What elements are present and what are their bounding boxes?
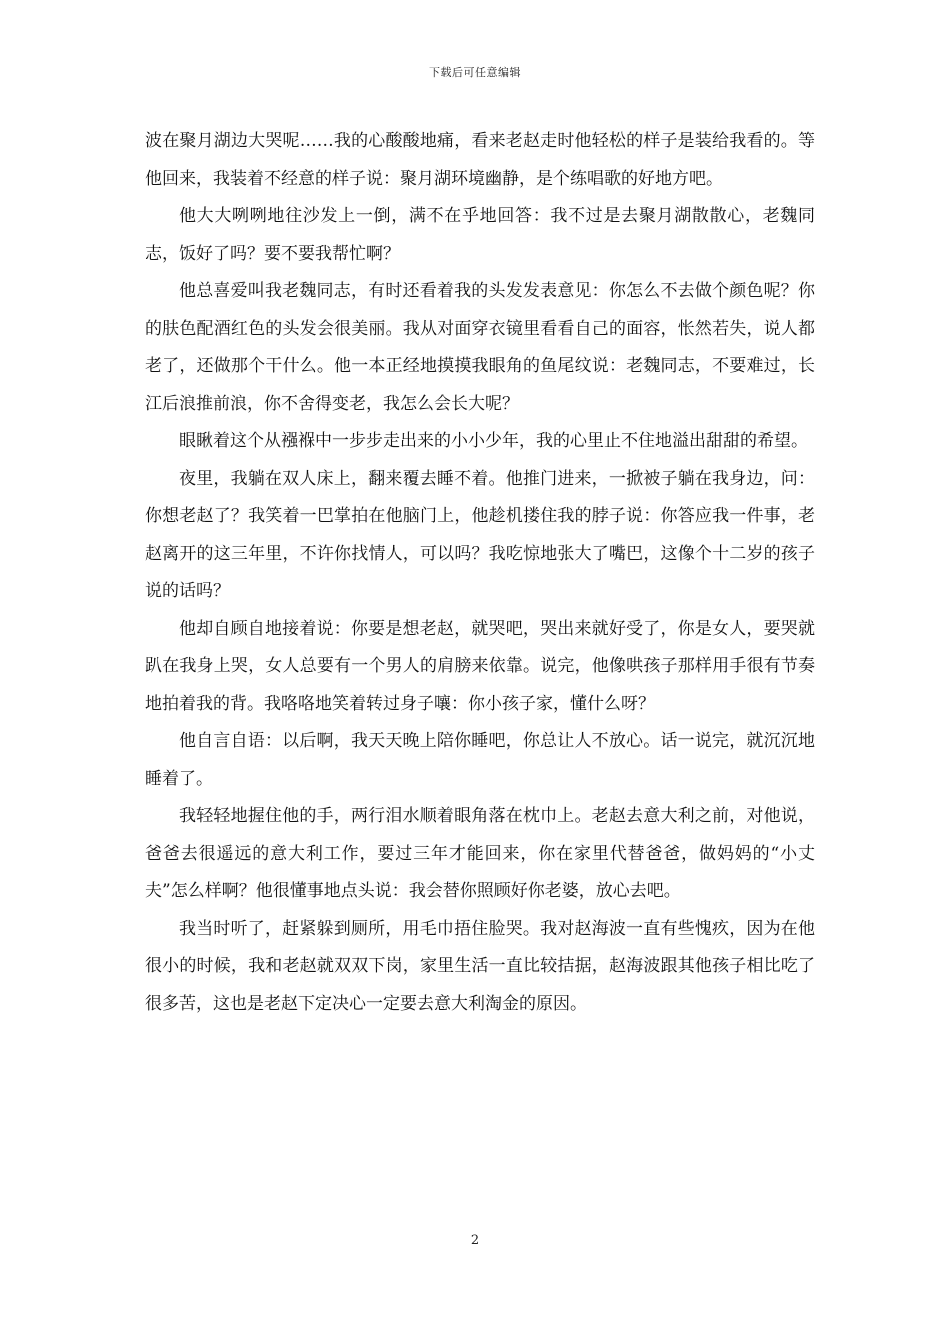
page-number: 2 <box>470 1233 480 1248</box>
paragraph: 夜里，我躺在双人床上，翻来覆去睡不着。他推门进来，一掀被子躺在我身边，问：你想老赵了？我笑着一巴掌拍在他脑门上，他趁机搂住我的脖子说：你答应我一件事，老赵离开的这三年里，不许你找情人，可以吗？我吃惊地张大了嘴巴，这像个十二岁的孩子说的话吗？ <box>145 468 815 601</box>
paragraph: 他总喜爱叫我老魏同志，有时还看着我的头发发表意见：你怎么不去做个颜色呢？你的肤色配酒红色的头发会很美丽。我从对面穿衣镜里看看自己的面容，怅然若失，说人都老了，还做那个干什么。他一本正经地摸摸我眼角的鱼尾纹说：老魏同志，不要难过，长江后浪推前浪，你不舍得变老，我怎么会长大呢？ <box>145 281 815 414</box>
document-body <box>145 123 815 1023</box>
paragraph: 他自言自语：以后啊，我天天晚上陪你睡吧，你总让人不放心。话一说完，就沉沉地睡着了。 <box>145 731 815 789</box>
paragraph-continued: 波在聚月湖边大哭呢……我的心酸酸地痛，看来老赵走时他轻松的样子是装给我看的。等他回来，我装着不经意的样子说：聚月湖环境幽静，是个练唱歌的好地方吧。 <box>145 131 815 189</box>
page-header: 下载后可任意编辑 <box>429 66 521 79</box>
paragraph: 他大大咧咧地往沙发上一倒，满不在乎地回答：我不过是去聚月湖散散心，老魏同志，饭好了吗？要不要我帮忙啊？ <box>145 206 815 264</box>
paragraph: 我当时听了，赶紧躲到厕所，用毛巾捂住脸哭。我对赵海波一直有些愧疚，因为在他很小的时候，我和老赵就双双下岗，家里生活一直比较拮据，赵海波跟其他孩子相比吃了很多苦，这也是老赵下定决心一定要去意大利淘金的原因。 <box>145 918 815 1014</box>
paragraph: 他却自顾自地接着说：你要是想老赵，就哭吧，哭出来就好受了，你是女人，要哭就趴在我身上哭，女人总要有一个男人的肩膀来依靠。说完，他像哄孩子那样用手很有节奏地拍着我的背。我咯咯地笑着转过身子嚷：你小孩子家，懂什么呀？ <box>145 618 815 714</box>
paragraph: 我轻轻地握住他的手，两行泪水顺着眼角落在枕巾上。老赵去意大利之前，对他说，爸爸去很遥远的意大利工作，要过三年才能回来，你在家里代替爸爸，做妈妈的“小丈夫”怎么样啊？他很懂事地点头说：我会替你照顾好你老婆，放心去吧。 <box>145 806 815 901</box>
paragraph: 眼瞅着这个从襁褓中一步步走出来的小小少年，我的心里止不住地溢出甜甜的希望。 <box>179 431 808 451</box>
